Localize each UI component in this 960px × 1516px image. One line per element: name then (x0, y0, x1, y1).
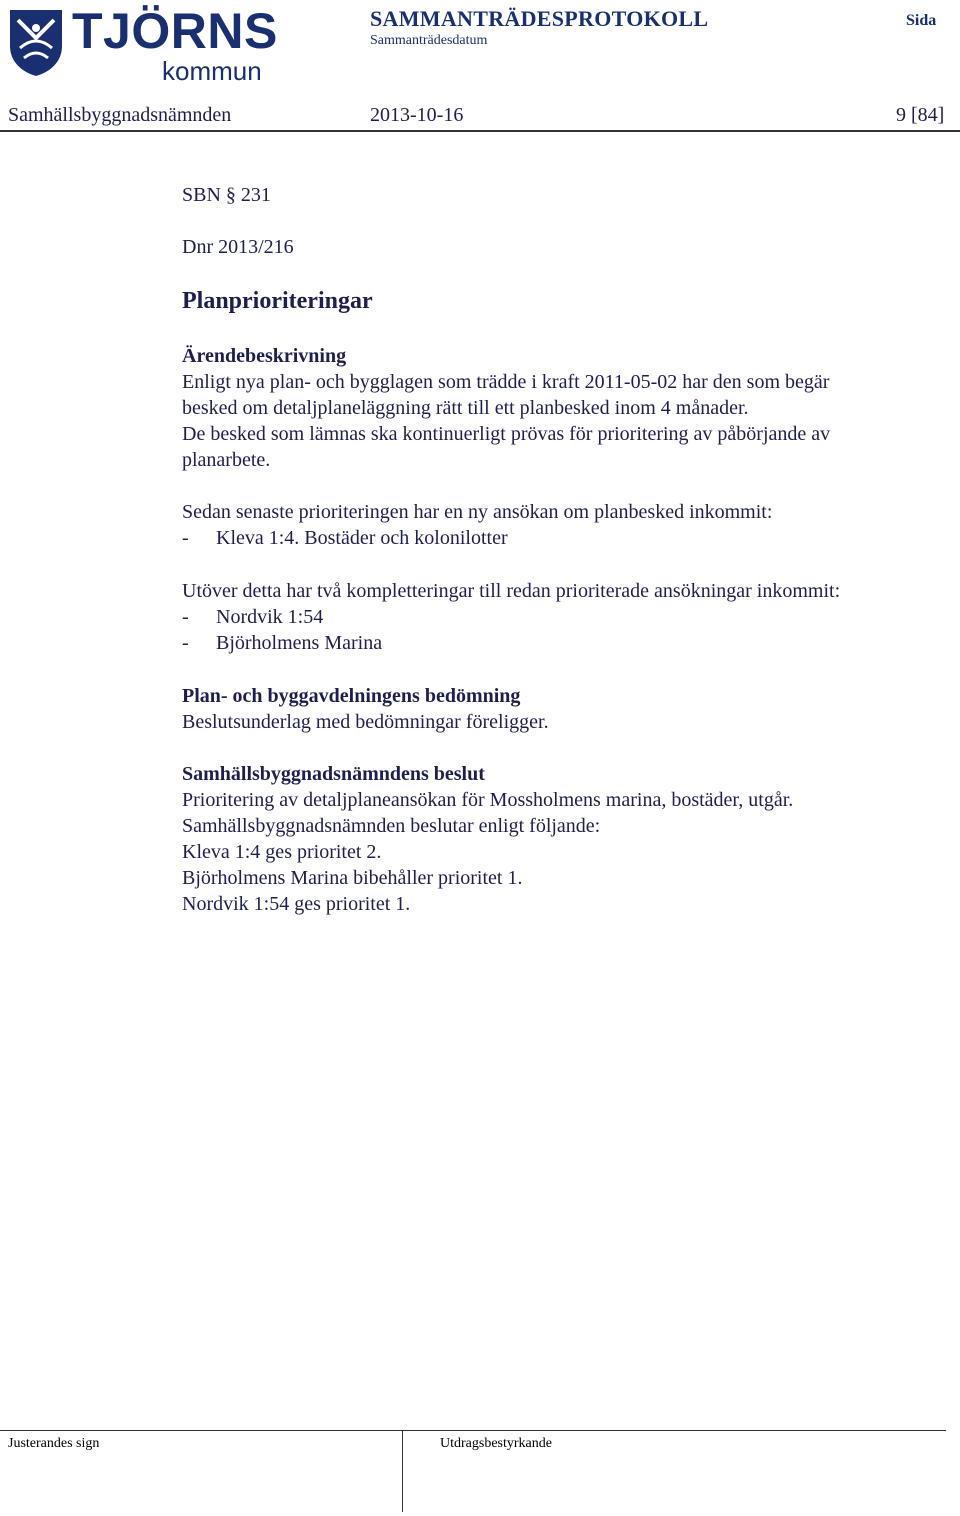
footer-column-divider (402, 1430, 403, 1512)
supplements-intro: Utöver detta har två kompletteringar till redan prioriterade ansökningar inkommit: (182, 580, 841, 602)
protocol-title: SAMMANTRÄDESPROTOKOLL (370, 6, 709, 31)
page-label: Sida (906, 12, 937, 29)
new-applications-intro: Sedan senaste prioriteringen har en ny ansökan om planbesked inkommit: (182, 501, 773, 523)
assessment-section (182, 683, 940, 735)
list-item-text: Nordvik 1:54 (216, 606, 324, 628)
committee-name: Samhällsbyggnadsnämnden (8, 104, 232, 126)
logo-subtitle: kommun (162, 56, 262, 86)
description-line: besked om detaljplaneläggning rätt till ett planbesked inom 4 månader. (182, 397, 749, 419)
description-heading: Ärendebeskrivning (182, 345, 347, 367)
header-divider (0, 130, 960, 132)
municipality-logo (6, 3, 278, 86)
meeting-date-label: Sammanträdesdatum (370, 33, 488, 48)
assessment-text: Beslutsunderlag med bedömningar föreligger. (182, 711, 549, 733)
case-title: Planprioriteringar (182, 288, 373, 314)
municipal-crest-icon (6, 8, 66, 78)
decision-line: Kleva 1:4 ges prioritet 2. (182, 841, 382, 863)
description-line: De besked som lämnas ska kontinuerligt prövas för prioritering av påbörjande av (182, 423, 831, 445)
decision-line: Samhällsbyggnadsnämnden beslutar enligt följande: (182, 815, 601, 837)
list-item-text: Björholmens Marina (216, 632, 383, 654)
decision-line: Björholmens Marina bibehåller prioritet 1. (182, 867, 523, 889)
list-item-text: Kleva 1:4. Bostäder och kolonilotter (216, 527, 508, 549)
decision-line: Nordvik 1:54 ges prioritet 1. (182, 893, 411, 915)
list-item: - Björholmens Marina (182, 632, 383, 654)
case-number: SBN § 231 (182, 184, 271, 206)
description-line: Enligt nya plan- och bygglagen som trädde i kraft 2011-05-02 har den som begär (182, 371, 830, 393)
logo-name: TJÖRNS (72, 3, 278, 59)
description-section (182, 343, 940, 473)
description-line: planarbete. (182, 449, 271, 471)
diary-number: Dnr 2013/216 (182, 236, 294, 258)
footer-divider (0, 1430, 946, 1431)
decision-heading: Samhällsbyggnadsnämndens beslut (182, 763, 485, 785)
supplements-section (182, 578, 940, 656)
decision-line: Prioritering av detaljplaneansökan för Mossholmens marina, bostäder, utgår. (182, 789, 794, 811)
extract-certification-label: Utdragsbestyrkande (440, 1436, 552, 1451)
decision-section (182, 761, 940, 917)
page-number: 9 [84] (896, 104, 945, 126)
list-item: - Kleva 1:4. Bostäder och kolonilotter (182, 527, 508, 549)
assessment-heading: Plan- och byggavdelningens bedömning (182, 685, 521, 707)
list-item: - Nordvik 1:54 (182, 606, 324, 628)
signature-label: Justerandes sign (8, 1436, 100, 1451)
meeting-date: 2013-10-16 (370, 104, 464, 126)
new-applications-section (182, 499, 940, 551)
